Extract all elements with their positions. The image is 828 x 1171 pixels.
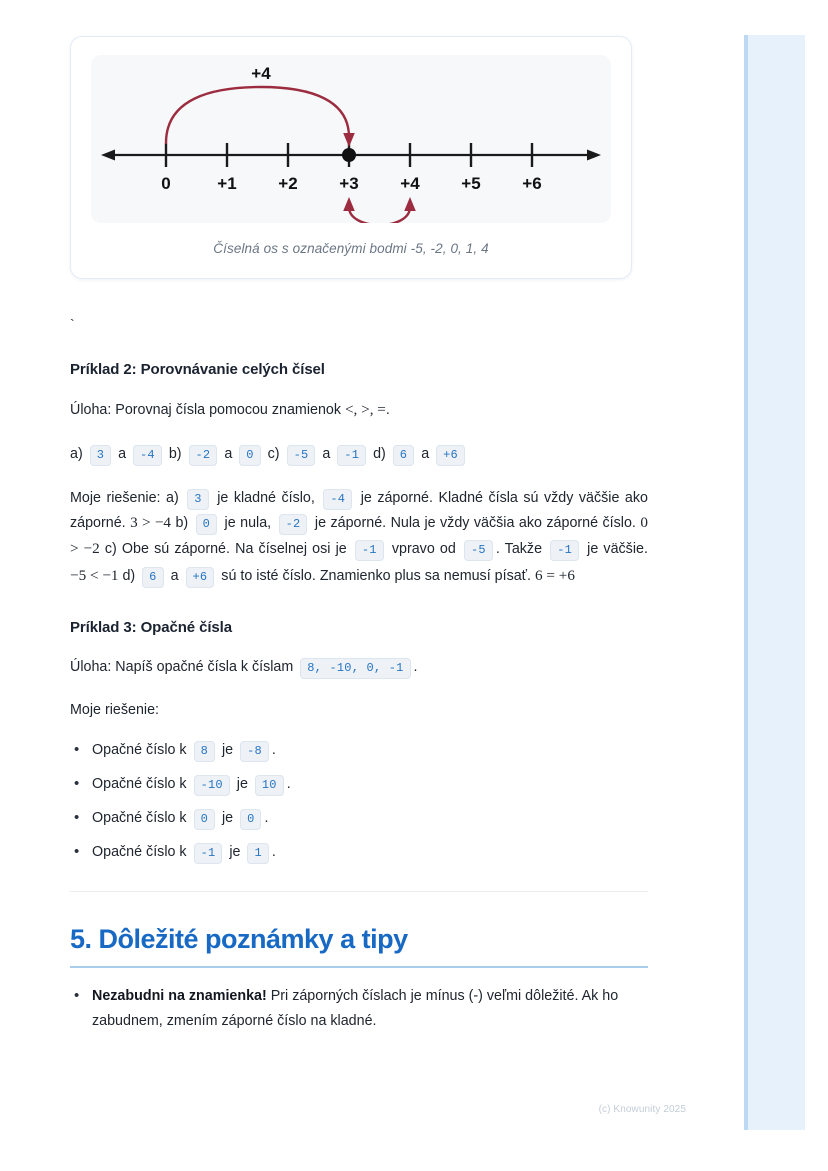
tips-list xyxy=(70,984,648,1033)
solution-text-2: je záporné. Kladné čísla sú vždy väčšie ako záporné. xyxy=(70,489,648,532)
numberline-figure-card xyxy=(70,36,632,279)
right-scroll-panel[interactable] xyxy=(744,35,805,1130)
solution-math-4: 6 = +6 xyxy=(535,566,575,584)
pair-d-second: +6 xyxy=(436,445,465,466)
item-to: 1 xyxy=(247,843,268,864)
list-item xyxy=(92,841,648,864)
item-to: -8 xyxy=(240,741,269,762)
solution-text-8: . Takže xyxy=(495,541,543,558)
footer-credit: (c) Knowunity 2025 xyxy=(598,1104,686,1115)
solution-code-2: -4 xyxy=(323,489,352,510)
axis-arrow-right-icon xyxy=(587,150,601,161)
item-to: 10 xyxy=(255,775,284,796)
solution-text-7: vpravo od xyxy=(391,541,456,558)
number-line-diagram xyxy=(91,55,611,223)
solution-text-1: je kladné číslo, xyxy=(217,489,315,506)
example-3-solution-label: Moje riešenie: xyxy=(70,702,159,719)
list-item xyxy=(92,984,648,1033)
pair-b-label: b) xyxy=(168,446,182,463)
arc-minus-two-arrowhead-left-icon xyxy=(343,197,355,211)
axis-tick-labels xyxy=(161,174,541,193)
item-from: -10 xyxy=(194,775,230,796)
item-from: 0 xyxy=(194,809,215,830)
tick-label: 0 xyxy=(161,174,171,193)
item-prefix: Opačné číslo k xyxy=(92,809,187,826)
stray-backtick: ` xyxy=(70,316,75,332)
pair-c-join: a xyxy=(322,446,331,463)
pair-b-second: 0 xyxy=(239,445,260,466)
item-suffix: . xyxy=(286,775,291,792)
item-suffix: . xyxy=(271,843,276,860)
solution-text-3: b) xyxy=(175,515,189,532)
arc-minus-two xyxy=(349,207,410,223)
item-prefix: Opačné číslo k xyxy=(92,843,187,860)
axis-arrow-left-icon xyxy=(101,150,115,161)
item-prefix: Opačné číslo k xyxy=(92,775,187,792)
tick-label: +1 xyxy=(217,174,237,193)
opposite-numbers-list xyxy=(70,739,648,864)
item-prefix: Opačné číslo k xyxy=(92,741,187,758)
section-5-heading: 5. Dôležité poznámky a tipy xyxy=(70,924,408,955)
example-2-task-symbols: <, >, = xyxy=(344,401,386,418)
arc-plus-four-label: +4 xyxy=(251,64,271,83)
highlighted-point xyxy=(342,148,356,162)
solution-text-6: c) Obe sú záporné. Na číselnej osi je xyxy=(104,541,347,558)
arc-plus-four xyxy=(166,87,349,143)
tick-label: +6 xyxy=(522,174,542,193)
arc-minus-two-arrowhead-right-icon xyxy=(404,197,416,211)
solution-math-3: −5 < −1 xyxy=(70,566,119,584)
list-item xyxy=(92,773,648,796)
section-5-rule xyxy=(70,966,648,968)
pair-a-label: a) xyxy=(70,446,83,463)
example-2-pairs xyxy=(70,442,648,467)
pair-d-join: a xyxy=(421,446,430,463)
example-2-task xyxy=(70,397,648,423)
solution-text-9: je väčšie. xyxy=(587,541,648,558)
pair-b-join: a xyxy=(224,446,233,463)
tick-label: +5 xyxy=(461,174,481,193)
figure-caption: Číselná os s označenými bodmi -5, -2, 0, 1, 4 xyxy=(213,241,489,256)
solution-text-11: a xyxy=(170,567,179,584)
solution-code-8: 6 xyxy=(142,567,163,588)
pair-a-join: a xyxy=(118,446,127,463)
example-2-heading: Príklad 2: Porovnávanie celých čísel xyxy=(70,361,325,378)
solution-code-4: -2 xyxy=(279,514,308,535)
item-to: 0 xyxy=(240,809,261,830)
solution-text-10: d) xyxy=(122,567,136,584)
solution-math-1: 3 > −4 xyxy=(130,514,172,532)
item-from: 8 xyxy=(194,741,215,762)
example-2-task-prefix: Úloha: Porovnaj čísla pomocou znamienok xyxy=(70,402,345,418)
pair-a-first: 3 xyxy=(90,445,111,466)
example-3-task-code: 8, -10, 0, -1 xyxy=(300,658,410,679)
solution-lead: Moje riešenie: a) xyxy=(70,489,179,506)
tick-label: +3 xyxy=(339,174,359,193)
item-mid: je xyxy=(229,843,241,860)
tick-label: +4 xyxy=(400,174,420,193)
pair-c-label: c) xyxy=(267,446,280,463)
tip-bold-lead: Nezabudni na znamienka! xyxy=(92,988,267,1005)
solution-text-4: je nula, xyxy=(224,515,272,532)
item-mid: je xyxy=(221,741,234,758)
item-suffix: . xyxy=(264,809,269,826)
example-3-task xyxy=(70,655,648,680)
pair-a-second: -4 xyxy=(133,445,162,466)
tick-label: +2 xyxy=(278,174,298,193)
item-mid: je xyxy=(221,809,234,826)
example-2-solution xyxy=(70,486,648,589)
solution-code-6: -5 xyxy=(464,540,493,561)
pair-b-first: -2 xyxy=(189,445,218,466)
solution-code-1: 3 xyxy=(187,489,208,510)
list-item xyxy=(92,807,648,830)
pair-c-second: -1 xyxy=(337,445,366,466)
solution-code-5: -1 xyxy=(355,540,384,561)
item-suffix: . xyxy=(271,741,276,758)
right-scroll-panel-edge[interactable] xyxy=(744,35,748,1130)
section-divider xyxy=(70,891,648,892)
solution-math-2: 0 > −2 xyxy=(70,514,648,558)
item-from: -1 xyxy=(194,843,223,864)
pair-d-label: d) xyxy=(373,446,386,463)
solution-code-7: -1 xyxy=(550,540,579,561)
solution-code-9: +6 xyxy=(186,567,215,588)
example-3-task-suffix: . xyxy=(413,658,418,675)
item-mid: je xyxy=(236,775,248,792)
example-3-heading: Príklad 3: Opačné čísla xyxy=(70,618,232,636)
pair-c-first: -5 xyxy=(287,445,316,466)
solution-text-12: sú to isté číslo. Znamienko plus sa nemusí písať. xyxy=(221,567,532,584)
solution-code-3: 0 xyxy=(196,514,217,535)
list-item xyxy=(92,739,648,762)
pair-d-first: 6 xyxy=(393,445,414,466)
numberline-figure-inner xyxy=(91,55,611,223)
example-2-task-suffix: . xyxy=(385,402,390,418)
arc-plus-four-arrowhead-icon xyxy=(343,133,355,147)
tip-text: Pri záporných číslach je mínus (-) veľmi dôležité. Ak ho zabudnem, zmením záporné číslo na kladné. xyxy=(92,988,619,1029)
solution-text-5: je záporné. Nula je vždy väčšia ako záporné číslo. xyxy=(314,515,636,532)
example-3-task-prefix: Úloha: Napíš opačné čísla k číslam xyxy=(70,658,294,675)
